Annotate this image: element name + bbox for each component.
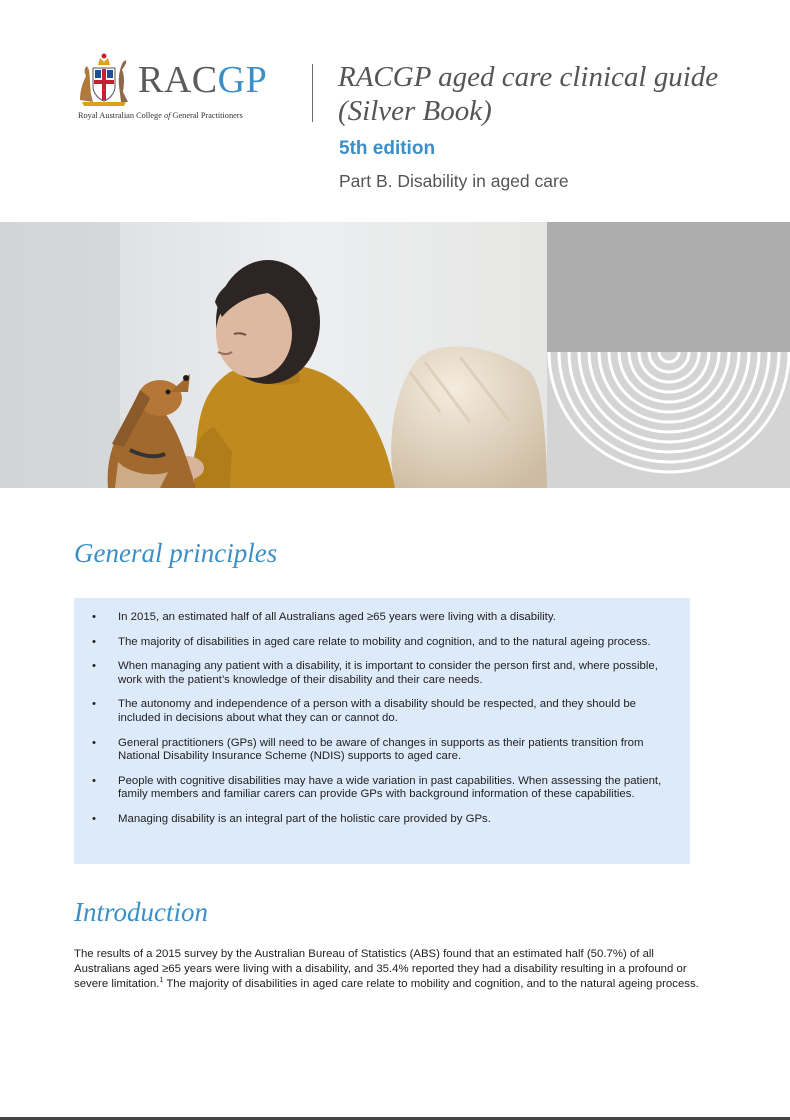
principles-list <box>74 611 678 827</box>
edition-label: 5th edition <box>339 138 436 159</box>
list-item <box>74 698 678 725</box>
bullet: • <box>92 812 96 825</box>
part-label: Part B. Disability in aged care <box>339 171 569 191</box>
list-item <box>74 660 678 687</box>
general-principles-box <box>74 598 690 864</box>
list-item-text: The autonomy and independence of a person with a disability should be respected, and they should be included in decisions about what they can or cannot do. <box>118 698 636 724</box>
list-item-text: In 2015, an estimated half of all Australians aged ≥65 years were living with a disability. <box>118 611 556 623</box>
document-title: RACGP aged care clinical guide (Silver Book) <box>338 61 719 127</box>
bullet: • <box>92 635 96 648</box>
racgp-crest-icon <box>76 52 132 106</box>
logo-subtitle: Royal Australian College of General Practitioners <box>78 111 243 120</box>
bullet: • <box>92 611 96 623</box>
footnote-reference[interactable]: 1 <box>159 977 164 985</box>
bullet: • <box>92 698 96 711</box>
introduction-paragraph: The results of a 2015 survey by the Australian Bureau of Statistics (ABS) found that an estimated half (50.7%) of all Australians aged ≥65 years were living with a disability, and 35.4% reported they had a disability resulting in a profound or severe limitation.$^1$ The majority of disabilities in aged care relate to mobility and cognition, and to the natural ageing process. <box>74 948 699 990</box>
concentric-arcs-graphic <box>547 222 790 488</box>
introduction-heading: Introduction <box>74 897 208 927</box>
list-item-text: Managing disability is an integral part of the holistic care provided by GPs. <box>118 812 491 825</box>
hero-photo <box>0 222 547 488</box>
list-item-text: The majority of disabilities in aged care relate to mobility and cognition, and to the natural ageing process. <box>118 635 651 648</box>
bullet: • <box>92 660 96 673</box>
list-item <box>74 611 678 625</box>
list-item <box>74 813 678 827</box>
list-item-text: General practitioners (GPs) will need to be aware of changes in supports as their patients transition from National Disability Insurance Scheme (NDIS) supports to aged care. <box>118 736 644 763</box>
list-item-text: People with cognitive disabilities may have a wide variation in past capabilities. When assessing the patient, family members and familiar carers can provide GPs with background information of these capabilities. <box>118 774 662 801</box>
bullet: • <box>92 736 96 749</box>
logo-wordmark: RACGP <box>138 59 268 101</box>
list-item-text: When managing any patient with a disability, it is important to consider the person first and, where possible, work with the patient’s knowledge of their disability and their care needs. <box>118 660 658 686</box>
racgp-logo <box>76 50 286 125</box>
list-item <box>74 775 678 802</box>
header-divider <box>312 64 313 122</box>
decorative-panel <box>547 222 790 488</box>
general-principles-heading: General principles <box>74 538 278 568</box>
bullet: • <box>92 774 96 787</box>
document-header <box>0 0 790 222</box>
list-item <box>74 737 678 764</box>
list-item <box>74 636 678 650</box>
